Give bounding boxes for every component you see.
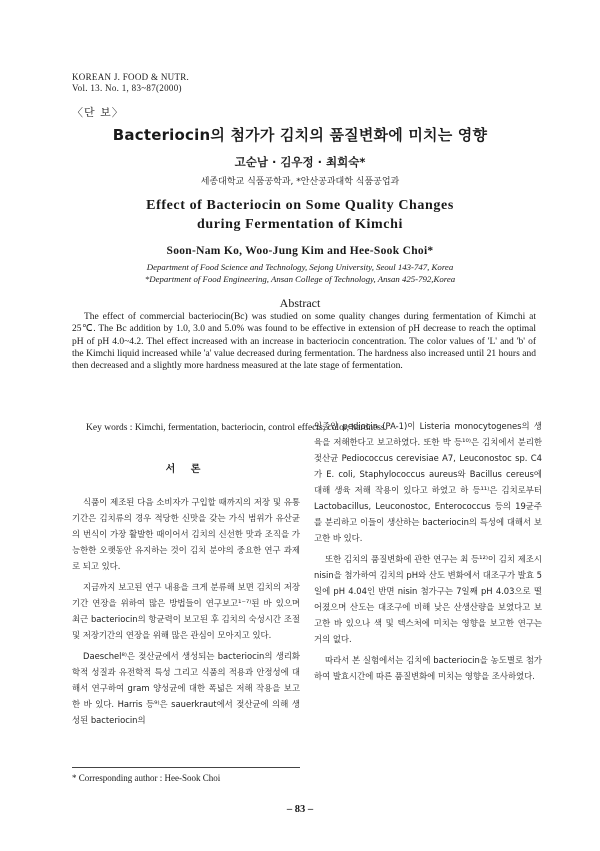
affiliation-line2: *Department of Food Engineering, Ansan College of Technology, Ansan 425-792,Korea <box>144 273 456 284</box>
body-column-left <box>72 462 300 733</box>
korean-affiliation: 세종대학교 식품공학과, *안산공과대학 식품공업과 <box>200 177 400 187</box>
body-paragraph: 지금까지 보고된 연구 내용을 크게 분류해 보면 김치의 저장기간 연장을 위하여 많은 방법들이 연구보고¹⁻⁷⁾된 바 있으며 최근 bacteriocin의 항균력이 보고된 후 김치의 숙성시간 조절 및 저장기간의 연장을 위해 많은 관심이 모아지고 있다. <box>72 582 300 640</box>
english-authors: Soon-Nam Ko, Woo-Jung Kim and Hee-Sook Choi* <box>166 245 434 257</box>
abstract-heading: Abstract <box>279 296 321 310</box>
english-title-line2: during Fermentation of Kimchi <box>197 217 403 232</box>
section-heading: 서 론 <box>165 464 207 475</box>
footnote: * Corresponding author : Hee-Sook Choi <box>72 773 221 783</box>
english-affiliation <box>0 262 600 285</box>
body-column-right <box>314 418 542 689</box>
abstract-text: The effect of commercial bacteriocin(Bc) was studied on some quality changes during fermentation of Kimchi at 25℃. The Bc addition by 1.0, 3.0 and 5.0% was found to be effective in extension of pH decrease to reach the optimal pH of pH 4.0~4.2. Thel effect increased with an increase in bacteriocin concentration. The color values of 'L' and 'b' of the Kimchi liquid increased while 'a' value decreased during fermentation. The hardness also increased until 21 hours and then decreased and a slightly more hardness measured at the late stage of fermentation. <box>72 312 536 372</box>
english-title <box>0 196 600 234</box>
article-category: 〈단 보〉 <box>72 106 124 119</box>
body-paragraph: Daeschel⁸⁾은 젖산균에서 생성되는 bacteriocin의 생리화학적 성질과 유전학적 특성 그리고 식품의 적용과 안정성에 대해서 연구하여 gram 양성균에 대한 폭넓은 저해 작용을 보고한 바 있다. Harris 등⁹⁾은 sauerkraut에서 젖산균에 의해 생성된 bacteriocin의 <box>72 651 300 725</box>
korean-title: Bacteriocin의 첨가가 김치의 품질변화에 미치는 영향 <box>112 126 488 144</box>
affiliation-line1: Department of Food Science and Technology, Sejong University, Seoul 143-747, Korea <box>146 262 454 272</box>
journal-volume: Vol. 13. No. 1, 83~87(2000) <box>72 83 182 93</box>
journal-name: KOREAN J. FOOD & NUTR. <box>72 72 190 82</box>
body-paragraph: 식품이 제조된 다음 소비자가 구입할 때까지의 저장 및 유통 기간은 김치류의 경우 적당한 신맛을 갖는 가식 범위가 유산균의 번식이 가장 활발한 때이어서 김치의 신선한 맛과 조직을 가능한한 오랫동안 유지하는 것이 김치 분야의 중요한 연구 과제로 되고 있다. <box>72 497 300 571</box>
body-paragraph: 일종인 pediocin (PA-1)이 Listeria monocytogenes의 생육을 저해한다고 보고하였다. 또한 박 등¹⁰⁾은 김치에서 분리한 젖산균 Pediococcus cerevisiae A7, Leuconostoc sp. C4가 E. coli, Staphylococcus aureus와 Bacillus cereus에 대해 생육 저해 작용이 있다고 하였고 하 등¹¹⁾은 김치로부터 Lactobacillus, Leuconostoc, Enterococcus 등의 19균주를 분리하고 이들이 생산하는 bacteriocin의 특성에 대해서 보고한 바 있다. <box>314 421 542 543</box>
keywords: Key words : Kimchi, fermentation, bacteriocin, control effects, color, hardness. <box>86 423 387 433</box>
journal-header <box>72 72 189 94</box>
english-title-line1: Effect of Bacteriocin on Some Quality Changes <box>146 198 454 213</box>
body-paragraph: 또한 김치의 품질변화에 관한 연구는 최 등¹²⁾이 김치 제조시 nisin을 첨가하여 김치의 pH와 산도 변화에서 대조구가 발효 5일에 pH 4.04인 반면 nisin 첨가구는 7일째 pH 4.03으로 떨어졌으며 산도는 대조구에 비해 낮은 산생산량을 보였다고 보고한 바 있으나 색 및 텍스처에 미치는 영향을 보고한 연구는 거의 없다. <box>314 554 542 644</box>
page-number: – 83 – <box>286 804 314 815</box>
korean-authors: 고순남 · 김우정 · 최희숙* <box>234 155 366 169</box>
footnote-divider <box>72 767 300 768</box>
abstract-body <box>72 311 536 372</box>
body-paragraph: 따라서 본 실험에서는 김치에 bacteriocin을 농도별로 첨가하여 발효시간에 따른 품질변화에 미치는 영향을 조사하였다. <box>314 655 542 681</box>
